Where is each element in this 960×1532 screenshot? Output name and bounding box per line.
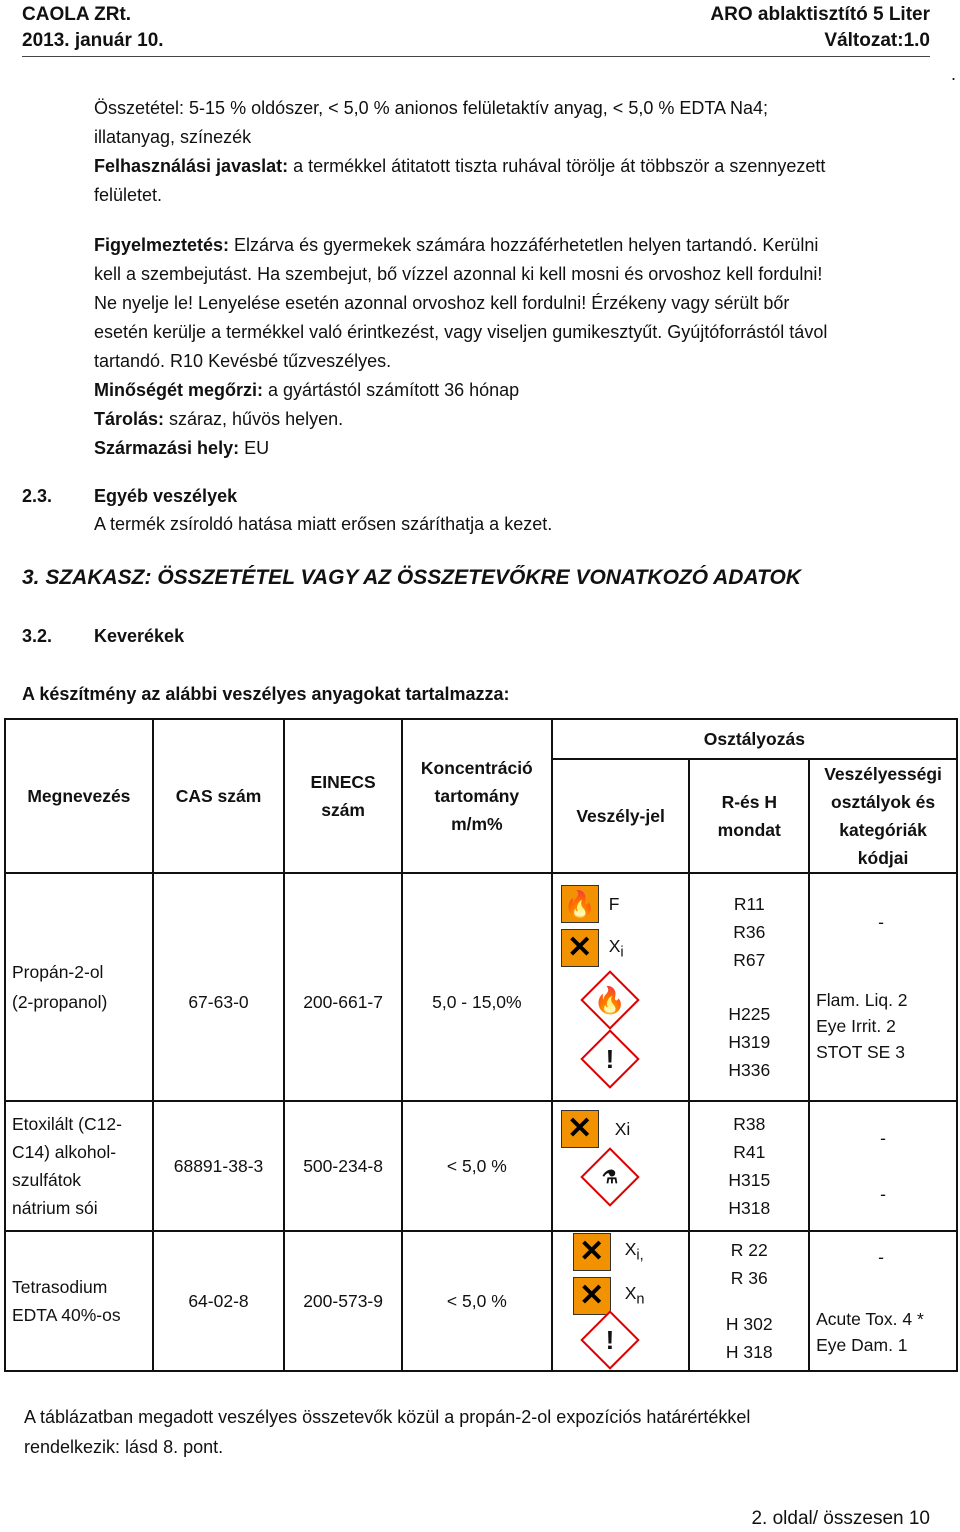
section-2-3-number: 2.3. [22,486,53,506]
warning-text-5: tartandó. R10 Kevésbé tűzveszélyes. [94,351,392,371]
composition-line: Összetétel: 5-15 % oldószer, < 5,0 % anionos felületaktív anyag, < 5,0 % EDTA Na4; [94,98,769,118]
cell-symbols [552,873,690,1101]
cell-name: Tetrasodium EDTA 40%-os [5,1231,153,1371]
usage-text: a termékkel átitatott tiszta ruhával törölje át többször a szennyezett [288,156,826,176]
header-name: Megnevezés [5,719,153,873]
ghs-exclamation-icon: ! [580,1029,639,1088]
cross-icon: ✕ [561,929,599,967]
storage-text: száraz, hűvös helyen. [164,409,344,429]
section-3-title: 3. SZAKASZ: ÖSSZETÉTEL VAGY AZ ÖSSZETEVŐKRE VONATKOZÓ ADATOK [22,566,802,589]
page-header [22,0,930,57]
warning-text-4: esetén kerülje a termékkel való érintkezést, vagy viseljen gumikesztyűt. Gyújtóforrástól távol [94,322,828,342]
warning-text-1: Elzárva és gyermekek számára hozzáférhetetlen helyen tartandó. Kerülni [229,235,819,255]
shelf-text: a gyártástól számított 36 hónap [263,380,520,400]
cross-icon: ✕ [573,1233,611,1271]
cell-cas: 68891-38-3 [153,1101,285,1231]
version-label: Változat:1.0 [824,30,930,51]
page-number: 2. oldal/ összesen 10 [751,1508,930,1529]
cell-concentration: 5,0 - 15,0% [402,873,552,1101]
symbol-xn: $X_n$ [624,1283,645,1308]
table-row [5,873,957,1101]
symbol-xi: $X_{i,}$ [624,1239,644,1264]
cell-symbols [552,1101,690,1231]
company-name: CAOLA ZRt. [22,4,132,25]
symbol-xi: $X_i$ [608,935,624,961]
origin-label: Származási hely: [94,438,240,458]
header-symbol: Veszély-jel [552,759,690,873]
cell-name: Propán-2-ol (2-propanol) [5,873,153,1101]
table-footnote: A táblázatban megadott veszélyes összetevők közül a propán-2-ol expozíciós határértékkel rendelkezik: lásd 8. pont. [24,1407,751,1457]
origin-text: EU [239,438,270,458]
section-3-2-title: Keverékek [94,626,185,646]
cell-einecs: 500-234-8 [284,1101,402,1231]
storage-label: Tárolás: [94,409,165,429]
header-cas: CAS szám [153,719,285,873]
section-2-3-title: Egyéb veszélyek [94,486,238,506]
cell-concentration: < 5,0 % [402,1101,552,1231]
cell-cas: 64-02-8 [153,1231,285,1371]
cell-rh-phrases: R38 R41 H315 H318 [689,1101,809,1231]
header-einecs: EINECS szám [284,719,402,873]
header-classification: Osztályozás [552,719,957,759]
header-categories: Veszélyességi osztályok és kategóriák kódjai [809,759,957,873]
usage-label: Felhasználási javaslat: [94,156,289,176]
symbol-f: F [608,893,620,914]
ghs-exclamation-icon: ! [580,1310,639,1369]
ghs-flame-icon: 🔥 [580,970,639,1029]
header-rh-phrases: R-és H mondat [689,759,809,873]
cross-icon: ✕ [573,1277,611,1315]
warning-text-2: kell a szembejutást. Ha szembejut, bő vízzel azonnal ki kell mosni és orvoshoz kell fordulni! [94,264,823,284]
cell-categories: - - [809,1101,957,1231]
cell-einecs: 200-661-7 [284,873,402,1101]
corner-dot: . [950,64,956,84]
product-name: ARO ablaktisztító 5 Liter [710,4,930,25]
cross-icon: ✕ [561,1110,599,1148]
usage-line-2: felületet. [94,185,163,205]
usage-line [94,152,934,181]
table-row [5,1101,957,1231]
composition-paragraph [94,94,934,210]
warning-label: Figyelmeztetés: [94,235,230,255]
cell-rh-phrases: R11 R36 R67 H225 H319 H336 [689,873,809,1101]
table-row [5,1231,957,1371]
symbol-xi: Xi [614,1118,631,1139]
section-3-2-number: 3.2. [22,626,53,646]
mixture-intro: A készítmény az alábbi veszélyes anyagokat tartalmazza: [22,684,510,704]
flame-icon: 🔥 [561,885,599,923]
cell-name: Etoxilált (C12- C14) alkohol- szulfátok nátrium sói [5,1101,153,1231]
hazardous-components-table [4,718,958,1372]
section-2-3-text: A termék zsíroldó hatása miatt erősen száríthatja a kezet. [94,514,553,534]
header-concentration: Koncentráció tartomány m/m% [402,719,552,873]
cell-cas: 67-63-0 [153,873,285,1101]
warning-paragraph [94,231,934,463]
cell-categories: - Flam. Liq. 2 Eye Irrit. 2 STOT SE 3 [809,873,957,1101]
cell-einecs: 200-573-9 [284,1231,402,1371]
cell-categories: - Acute Tox. 4 * Eye Dam. 1 [809,1231,957,1371]
cell-rh-phrases: R 22 R 36 H 302 H 318 [689,1231,809,1371]
cell-concentration: < 5,0 % [402,1231,552,1371]
shelf-label: Minőségét megőrzi: [94,380,264,400]
cell-symbols [552,1231,690,1371]
document-date: 2013. január 10. [22,30,164,51]
warning-text-3: Ne nyelje le! Lenyelése esetén azonnal orvoshoz kell fordulni! Érzékeny vagy sérült bőr [94,293,790,313]
composition-line-2: illatanyag, színezék [94,127,252,147]
ghs-corrosion-icon: ⚗ [580,1147,639,1206]
